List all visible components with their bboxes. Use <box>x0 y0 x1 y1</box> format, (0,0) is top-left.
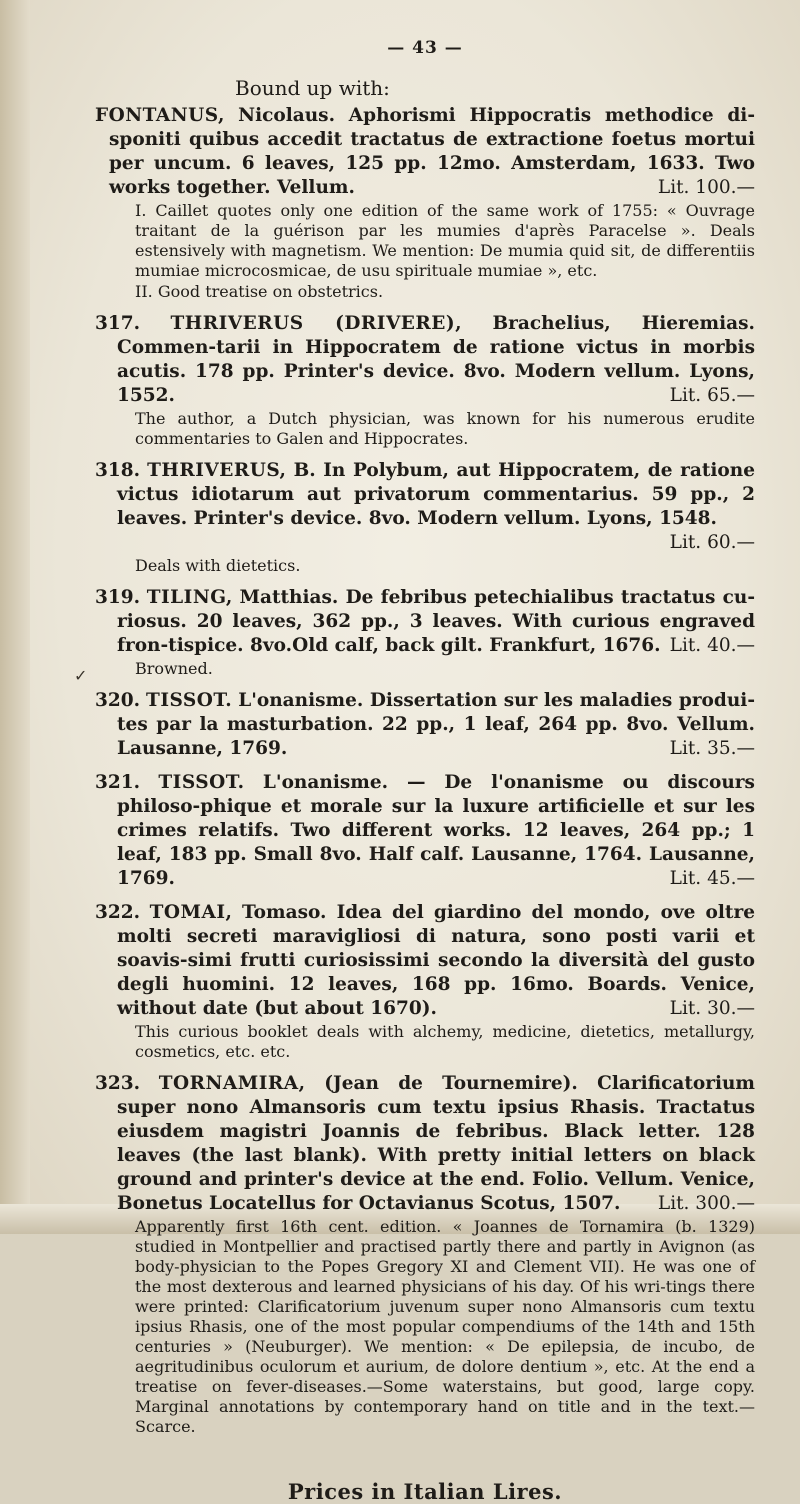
catalogue-entry <box>95 459 755 576</box>
entry-main <box>95 459 755 555</box>
entry-number: 322. <box>95 902 141 923</box>
entry-note: Apparently first 16th cent. edition. « Joannes de Tornamira (b. 1329) studied in Montpellier and practised partly there and partly in Avignon (as body-physician to the Popes Gregory XI and Clement VII). He was one of the most dexterous and learned physicians of his day. Of his wri-tings there were printed: Clarificatorium juvenum super nono Almansoris cum textu ipsius Rhasis, one of the most popular compendiums of the 14th and 15th centuries » (Neuburger). We mention: « De epilepsia, de incubo, de aegritudinibus oculorum et aurium, de dolore dentium », etc. At the end a treatise on fever-diseases.—Some waterstains, but good, large copy. Marginal annotations by contemporary hand on title and in the text.—Scarce. <box>135 1217 755 1436</box>
catalogue-entry <box>95 771 755 891</box>
entry-number: 321. <box>95 772 141 793</box>
entry-price: Lit. 35.— <box>669 738 755 759</box>
entry-price: Lit. 300.— <box>657 1193 755 1214</box>
entry-note: This curious booklet deals with alchemy, medicine, dietetics, metallurgy, cosmetics, etc. etc. <box>135 1022 755 1061</box>
entry-number: 319. <box>95 587 141 608</box>
entry-author: TILING, <box>146 587 233 608</box>
catalogue-entry <box>95 1072 755 1437</box>
entry-note: Browned. <box>135 659 213 678</box>
page-edge-left <box>0 0 30 1234</box>
entry-note: I. Caillet quotes only one edition of the same work of 1755: « Ouvrage traitant de la guérison par les mumies d'après Paracelse ». Deals estensively with magnetism. We mention: De mumia quid sit, de differentiis mumiae microcosmicae, de usu spirituale mumiae », etc. <box>135 201 755 280</box>
entry-author: TORNAMIRA, <box>158 1073 306 1094</box>
entry-price: Lit. 60.— <box>669 532 755 553</box>
entry-main <box>95 689 755 761</box>
entry-note: The author, a Dutch physician, was known for his numerous erudite commentaries to Galen and Hippocrates. <box>135 409 755 448</box>
entry-number: 323. <box>95 1073 141 1094</box>
hand-mark-icon: ✓ <box>74 666 88 685</box>
entry-price: Lit. 65.— <box>669 385 755 406</box>
entry-author: TISSOT. <box>146 690 233 711</box>
catalogue-entry <box>95 586 755 679</box>
entry-description: (Jean de Tournemire). Clarificatorium super nono Almansoris cum textu ipsius Rhasis. Tractatus eiusdem magistri Joannis de febribus. Black letter. 128 leaves (the last blank). With pretty initial letters on black ground and printer's device at the end. Folio. Vellum. Venice, Bonetus Locatellus for Octavianus Scotus, 1507. <box>117 1073 756 1214</box>
entry-description: L'onanisme. Dissertation sur les maladies produi-tes par la masturbation. 22 pp., 1 leaf, 264 pp. 8vo. Vellum. Lausanne, 1769. <box>117 690 755 759</box>
entry-price: Lit. 100.— <box>657 177 755 198</box>
bound-heading: Bound up with: <box>235 76 390 100</box>
entry-main <box>95 586 755 658</box>
entry-main <box>95 771 755 891</box>
entry-number: 317. <box>95 313 141 334</box>
catalogue-entry <box>95 104 755 302</box>
catalogue-entry <box>95 312 755 449</box>
entry-note: Deals with dietetics. <box>135 556 301 575</box>
entry-author: FONTANUS, <box>95 105 225 126</box>
catalogue-entry <box>95 901 755 1062</box>
entry-description: L'onanisme. — De l'onanisme ou discours philoso-phique et morale sur la luxure artificielle et sur les crimes relatifs. Two different works. 12 leaves, 264 pp.; 1 leaf, 183 pp. Small 8vo. Half calf. Lausanne, 1764. Lausanne, 1769. <box>117 772 755 889</box>
entry-number: 320. <box>95 690 141 711</box>
entry-price: Lit. 45.— <box>669 868 755 889</box>
entry-list <box>95 104 755 1437</box>
entry-main <box>95 104 755 200</box>
page-content <box>95 38 755 1504</box>
catalogue-entry <box>95 689 755 761</box>
footer-note: Prices in Italian Lires. <box>287 1479 563 1504</box>
entry-price: Lit. 30.— <box>669 998 755 1019</box>
entry-main <box>95 1072 755 1216</box>
entry-description: Brachelius, Hieremias. Commen-tarii in Hippocratem de ratione victus in morbis acutis. 178 pp. Printer's device. 8vo. Modern vellum. Lyons, 1552. <box>117 313 755 406</box>
entry-price: Lit. 40.— <box>669 635 755 656</box>
entry-description: Matthias. De febribus petechialibus tractatus cu-riosus. 20 leaves, 362 pp., 3 leaves. With curious engraved fron-tispice. 8vo.Old calf, back gilt. Frankfurt, 1676. <box>117 587 756 656</box>
entry-main <box>95 901 755 1021</box>
page-number: — 43 — <box>387 38 463 58</box>
entry-description: Tomaso. Idea del giardino del mondo, ove oltre molti secreti maravigliosi di natura, sono posti varii et soavis-simi frutti curiosissimi secondo la diversità del gusto degli huomini. 12 leaves, 168 pp. 16mo. Boards. Venice, without date (but about 1670). <box>117 902 755 1019</box>
entry-author: THRIVERUS (DRIVERE), <box>170 313 463 334</box>
entry-author: THRIVERUS, <box>147 460 287 481</box>
entry-number: 318. <box>95 460 141 481</box>
entry-author: TOMAI, <box>149 902 233 923</box>
entry-note: II. Good treatise on obstetrics. <box>135 282 384 301</box>
entry-description: Nicolaus. Aphorismi Hippocratis methodice di-sponiti quibus accedit tractatus de extractione foetus mortui per uncum. 6 leaves, 125 pp. 12mo. Amsterdam, 1633. Two works together. Vellum. <box>109 105 755 198</box>
entry-main <box>95 312 755 408</box>
entry-author: TISSOT. <box>158 772 245 793</box>
entry-description: B. In Polybum, aut Hippocratem, de ratione victus idiotarum aut privatorum commentarius. 59 pp., 2 leaves. Printer's device. 8vo. Modern vellum. Lyons, 1548. <box>117 460 755 529</box>
